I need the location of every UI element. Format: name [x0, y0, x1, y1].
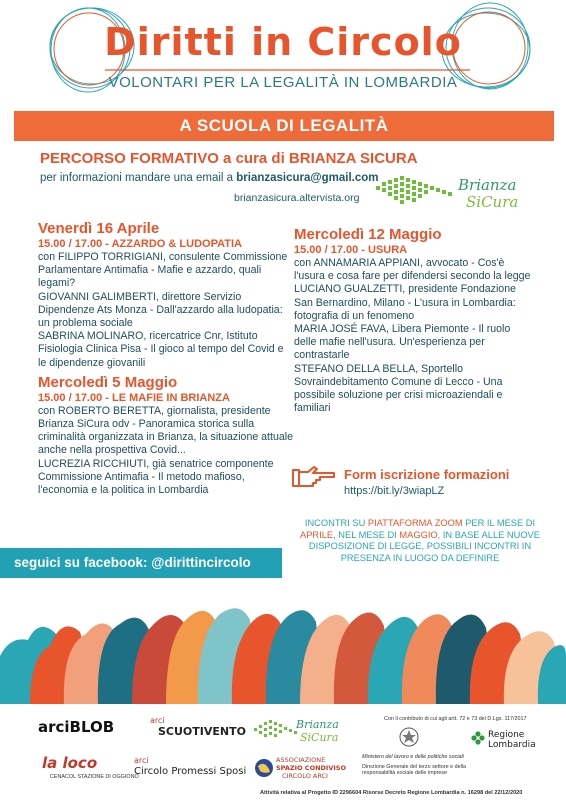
zoom-note-highlight: MAGGIO: [399, 529, 438, 540]
spazio-line2: SPAZIO CONDIVISO: [276, 764, 347, 772]
section-banner: A SCUOLA DI LEGALITÀ: [14, 111, 554, 141]
spazio-condiviso-globe-icon: [254, 758, 274, 778]
contact-info: [40, 172, 378, 184]
events-left-column: [38, 220, 294, 497]
events-right-column: [294, 226, 534, 415]
speaker-paragraph: STEFANO DELLA BELLA, Sportello Sovraindebitamento Comune di Lecco - Una possibile soluzione per crisi microaziendali e familiari: [294, 362, 503, 415]
speaker-paragraph: SABRINA MOLINARO, ricercatrice Cnr, Istituto Fisiologia Clinica Pisa - Il gioco al tempo del Covid e le dipendenze giovanili: [38, 330, 284, 369]
contributo-text: Con il contributo di cui agli artt. 72 e 73 del D.Lgs. 117/2017: [384, 716, 527, 722]
speaker-paragraph: con ANNAMARIA APPIANI, avvocato - Cos'è l'usura e cosa fare per difendersi secondo la legge: [294, 257, 531, 283]
arciblob-logo: arciBLOB: [38, 718, 115, 736]
zoom-note-part: , IN BASE ALLE NUOVE DISPOSIZIONE DI LEGGE, POSSIBILI INCONTRI IN PRESENZA IN LUOGO DA DEFINIRE: [308, 529, 540, 563]
zoom-note-part: , NEL MESE DI: [333, 529, 400, 540]
scuotivento-prefix: arci: [150, 716, 165, 725]
sicura-footer-text: SiCura: [300, 731, 339, 744]
regione-text: Regione: [488, 730, 525, 740]
promessi-prefix: arci: [134, 756, 149, 765]
regione-lombardia-icon: [470, 730, 486, 746]
zoom-note-highlight: APRILE: [300, 529, 334, 540]
event-day: Venerdì 16 Aprile: [38, 220, 160, 237]
event-topic: AZZARDO & LUDOPATIA: [111, 238, 242, 250]
scuotivento-logo: SCUOTIVENTO: [158, 725, 246, 738]
event-time-range: 15.00 / 17.00 -: [294, 244, 368, 256]
event-time: [294, 243, 534, 257]
event-time: [38, 237, 294, 251]
event-topic: USURA: [368, 244, 408, 256]
ministero-text: Ministero del lavoro e delle politiche sociali: [362, 754, 464, 760]
speaker-paragraph: GIOVANNI GALIMBERTI, direttore Servizio Dipendenze Ats Monza - Dall'azzardo alla ludopatia: un problema sociale: [38, 290, 283, 330]
spazio-line1: ASSOCIAZIONE: [276, 756, 326, 764]
contact-prefix: per informazioni mandare una email a: [40, 172, 237, 184]
spazio-line3: CIRCOLO ARCI: [282, 772, 328, 780]
ministero-subtitle: Direzione Generale del terzo settore e della responsabilità sociale delle imprese: [362, 764, 466, 776]
form-link[interactable]: https://bit.ly/3wiapLZ: [344, 485, 445, 497]
event-topic: LE MAFIE IN BRIANZA: [112, 391, 230, 404]
event-time-range: 15.00 / 17.00 -: [38, 238, 112, 250]
speaker-paragraph: MARIA JOSÉ FAVA, Libera Piemonte - Il ruolo delle mafie nell'usura. Un'esperienza per contrastarle: [294, 323, 511, 362]
facebook-banner[interactable]: seguici su facebook: @dirittincircolo: [0, 548, 282, 578]
website-link[interactable]: brianzasicura.altervista.org: [234, 192, 360, 204]
promessi-sposi-logo: Circolo Promessi Sposi: [134, 766, 247, 777]
zoom-note: [300, 518, 540, 564]
event-block: [294, 226, 534, 415]
event-day: Mercoledì 12 Maggio: [294, 226, 442, 243]
laloco-subtitle: CENACOL STAZIONE DI OGGIONO: [50, 774, 139, 780]
zoom-note-part: INCONTRI SU: [304, 518, 368, 528]
speaker-paragraph: con ROBERTO BERETTA, giornalista, presidente Brianza SiCura odv - Panoramica storica sulla criminalità organizzata in Brianza, la situazione attuale anche nella prospettiva Covid...: [38, 404, 293, 457]
speaker-paragraph: con FILIPPO TORRIGIANI, consulente Commissione Parlamentare Antimafia - Mafie e azzardo, quali legami?: [38, 251, 288, 290]
contact-email[interactable]: brianzasicura@gmail.com: [236, 172, 379, 184]
page-title: Diritti in Circolo: [104, 20, 462, 64]
event-time: [38, 391, 294, 405]
sponsor-logos: [0, 706, 566, 800]
event-day: Mercoledì 5 Maggio: [38, 373, 178, 391]
crowd-silhouettes-illustration: [0, 596, 566, 704]
course-heading: PERCORSO FORMATIVO a cura di BRIANZA SICURA: [40, 150, 418, 167]
zoom-note-part: PER IL MESE DI: [462, 518, 536, 528]
speaker-paragraph: LUCIANO GUALZETTI, presidente Fondazione San Bernardino, Milano - L'usura in Lombardia: fotografia di un fenomeno: [294, 283, 516, 322]
brianza-footer-text: Brianza: [296, 718, 339, 731]
laloco-logo: la loco: [42, 754, 98, 772]
event-block: [38, 374, 294, 497]
speaker-paragraph: LUCREZIA RICCHIUTI, già senatrice componente Commissione Antimafia - Il metodo mafioso, l'economia e la politica in Lombardia: [38, 457, 274, 497]
sicura-logo-text: SiCura: [466, 193, 519, 211]
lombardia-text: Lombardia: [488, 740, 536, 750]
header: [0, 0, 566, 110]
footer-project-text: Attività relativa al Progetto ID 2296604 Risorse Decreto Regione Lombardia n. 16298 del 22/12/2020: [260, 790, 523, 796]
event-block: [38, 220, 294, 370]
zoom-note-highlight: PIATTAFORMA ZOOM: [367, 518, 463, 528]
form-title: Form iscrizione formazioni: [344, 467, 510, 482]
italian-republic-emblem: [398, 726, 420, 748]
event-time-range: 15.00 / 17.00 -: [38, 391, 112, 404]
pointing-hand-icon: [292, 464, 336, 492]
page-subtitle: VOLONTARI PER LA LEGALITÀ IN LOMBARDIA: [108, 74, 458, 91]
brianza-logo-text: Brianza: [458, 176, 517, 194]
